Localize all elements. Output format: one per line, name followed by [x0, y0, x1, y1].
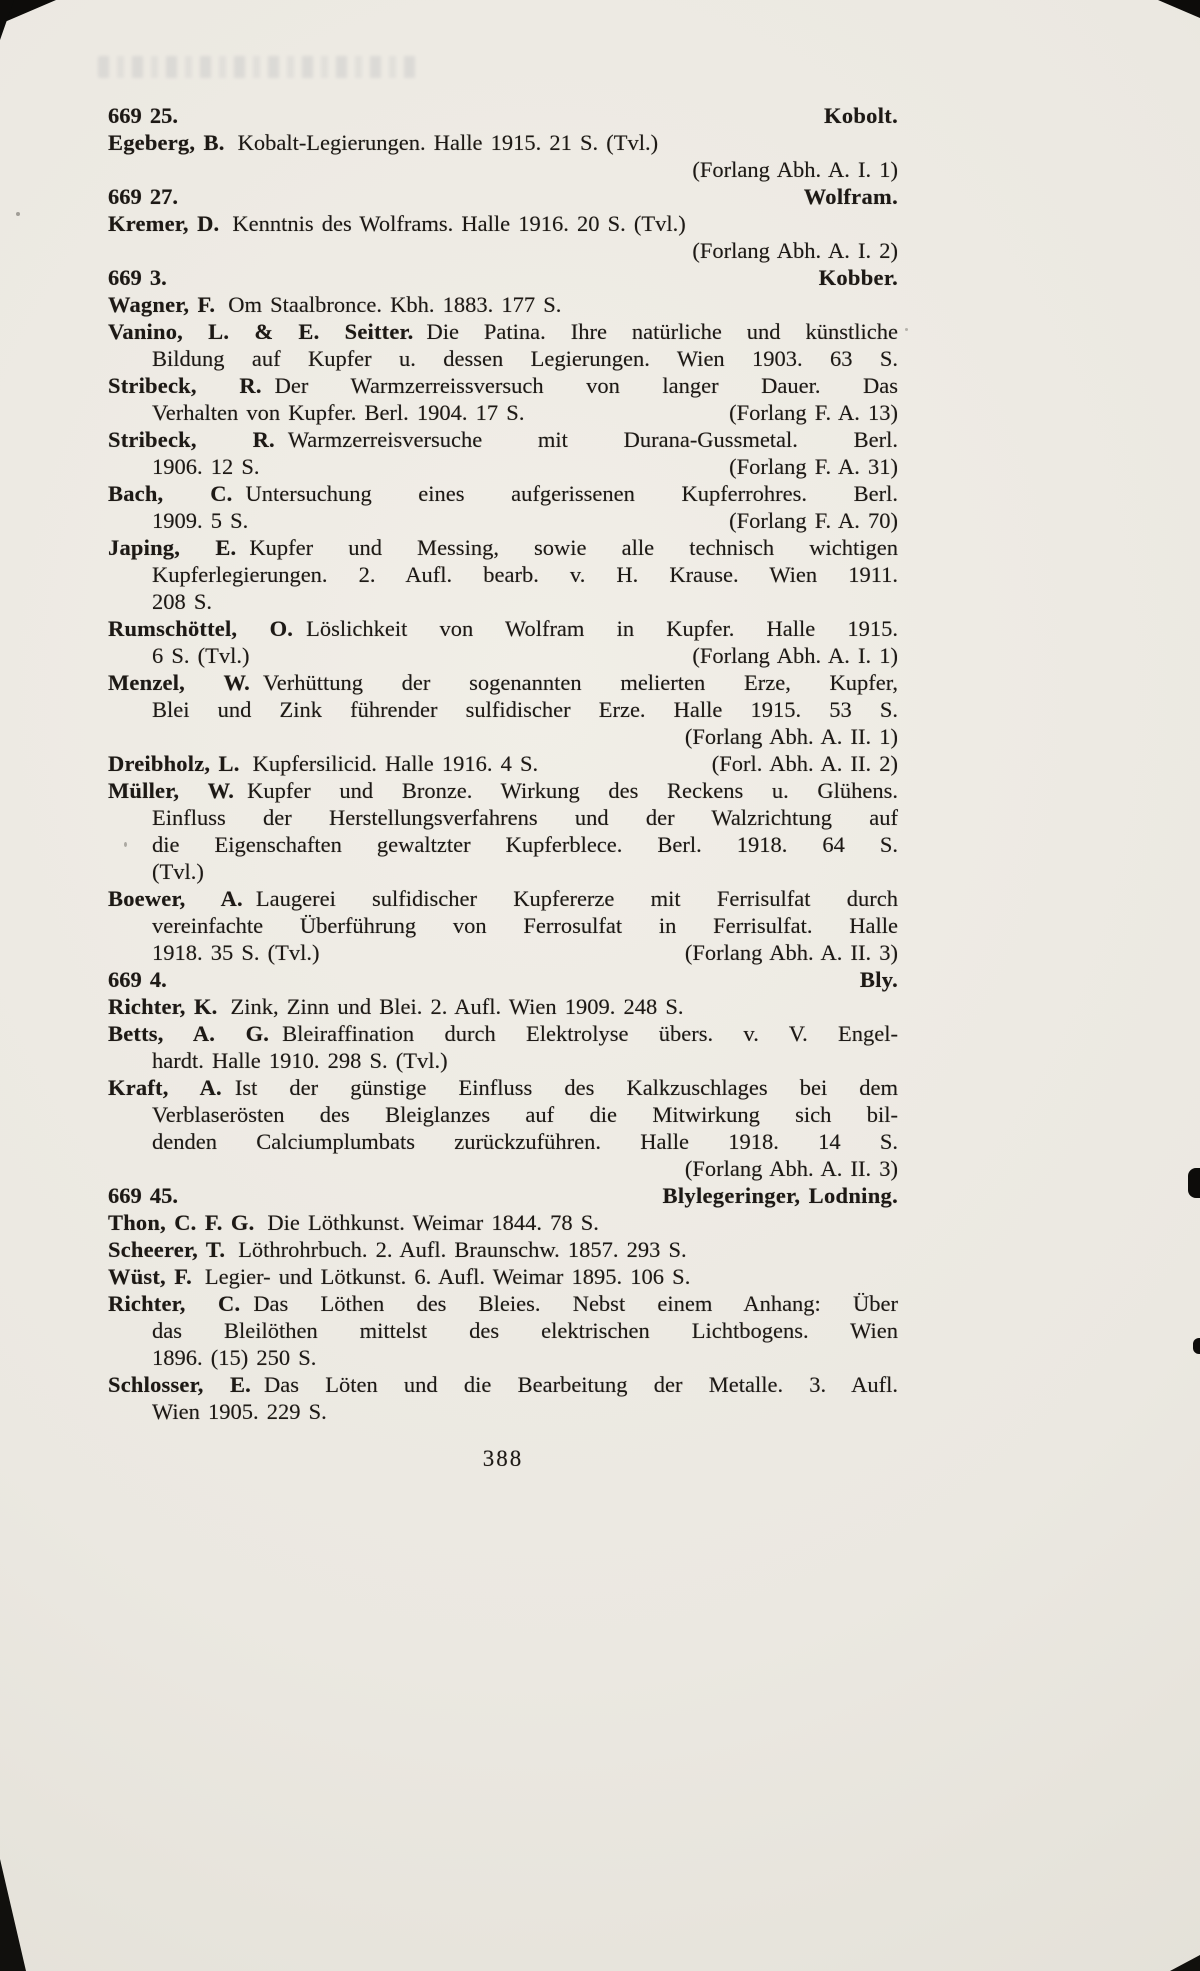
section-header	[108, 966, 898, 993]
bibliography-line	[108, 1155, 898, 1182]
scan-mark-right-edge	[1188, 1168, 1200, 1198]
entry-text: Kupfer und Bronze. Wirkung des Reckens u. Glühens.	[247, 778, 898, 803]
author-name: Wüst, F.	[108, 1264, 192, 1289]
line-text	[108, 481, 898, 506]
ink-speck	[16, 212, 20, 216]
section-code: 669 4.	[108, 967, 167, 992]
section-code: 669 25.	[108, 103, 178, 128]
entry-text: vereinfachte Überführung von Ferrosulfat in Ferrisulfat. Halle	[152, 913, 898, 938]
entry-text: Der Warmzerreissversuch von langer Dauer. Das	[274, 373, 898, 398]
reference-note: (Forlang Abh. A. I. 1)	[692, 157, 898, 182]
line-text	[108, 616, 898, 641]
bibliography-line	[108, 372, 898, 399]
line-text	[152, 1399, 327, 1424]
section-title: Kobolt.	[824, 103, 898, 128]
line-text	[152, 507, 248, 534]
line-text	[108, 373, 898, 398]
bibliography-line	[108, 507, 898, 534]
bibliography-line	[108, 1290, 898, 1317]
line-text	[152, 859, 204, 884]
bibliography-line	[108, 1344, 898, 1371]
entry-text: Das Löten und die Bearbeitung der Metalle. 3. Aufl.	[264, 1372, 898, 1397]
bibliography-line	[108, 291, 898, 318]
line-text	[152, 1318, 898, 1343]
line-text	[152, 453, 260, 480]
bibliography-lines	[108, 102, 898, 1425]
page-number: 388	[482, 1446, 524, 1471]
section-header	[108, 183, 898, 210]
section-header	[108, 1182, 898, 1209]
line-text	[152, 346, 898, 371]
bibliography-line	[108, 588, 898, 615]
entry-text: Das Löthen des Bleies. Nebst einem Anhang: Über	[253, 1291, 898, 1316]
entry-text: Zink, Zinn und Blei. 2. Aufl. Wien 1909. 248 S.	[230, 994, 684, 1019]
bibliography-line	[108, 399, 898, 426]
entry-text: Die Löthkunst. Weimar 1844. 78 S.	[267, 1210, 599, 1235]
section-header	[108, 102, 898, 129]
bibliography-line	[108, 237, 898, 264]
bibliography-line	[108, 345, 898, 372]
line-text	[108, 292, 561, 317]
entry-text: 1896. (15) 250 S.	[152, 1345, 317, 1370]
author-name: Richter, K.	[108, 994, 218, 1019]
section-code: 669 3.	[108, 265, 167, 290]
author-name: Egeberg, B.	[108, 130, 225, 155]
bibliography-line	[108, 1101, 898, 1128]
entry-text: Einfluss der Herstellungsverfahrens und der Walzrichtung auf	[152, 805, 898, 830]
entry-text: Bildung auf Kupfer u. dessen Legierungen. Wien 1903. 63 S.	[152, 346, 898, 371]
bibliography-line	[108, 858, 898, 885]
entry-text: Laugerei sulfidischer Kupfererze mit Ferrisulfat durch	[255, 886, 898, 911]
line-text	[108, 211, 686, 236]
line-text	[152, 562, 898, 587]
section-code: 669 45.	[108, 1183, 178, 1208]
section-header	[108, 264, 898, 291]
entry-text: Kupfer und Messing, sowie alle technisch wichtigen	[249, 535, 898, 560]
line-text	[152, 913, 898, 938]
section-title: Wolfram.	[803, 184, 898, 209]
author-name: Scheerer, T.	[108, 1237, 226, 1262]
entry-text: (Tvl.)	[152, 859, 204, 884]
bibliography-line	[108, 480, 898, 507]
bibliography-line	[108, 804, 898, 831]
bibliography-line	[108, 1317, 898, 1344]
entry-text: Löthrohrbuch. 2. Aufl. Braunschw. 1857. 293 S.	[238, 1237, 687, 1262]
scan-corner-bottom-right-icon	[1170, 1955, 1200, 1971]
line-text	[152, 1345, 316, 1370]
line-text	[108, 1372, 898, 1397]
bibliography-line	[108, 912, 898, 939]
line-text	[108, 1237, 687, 1262]
line-text	[108, 750, 538, 777]
reference-note: (Forlang Abh. A. I. 1)	[692, 643, 898, 668]
author-name: Thon, C. F. G.	[108, 1210, 255, 1235]
entry-text: Löslichkeit von Wolfram in Kupfer. Halle 1915.	[306, 616, 898, 641]
bibliography-line	[108, 885, 898, 912]
entry-text: Die Patina. Ihre natürliche und künstliche	[426, 319, 898, 344]
line-text	[152, 1102, 898, 1127]
bibliography-line	[108, 993, 898, 1020]
bibliography-line	[108, 1398, 898, 1425]
entry-text: Kobalt-Legierungen. Halle 1915. 21 S. (Tvl.)	[237, 130, 659, 155]
author-name: Richter, C.	[108, 1291, 241, 1316]
line-text	[152, 805, 898, 830]
author-name: Japing, E.	[108, 535, 237, 560]
entry-text: 1906. 12 S.	[152, 454, 260, 479]
entry-text: Om Staalbronce. Kbh. 1883. 177 S.	[228, 292, 562, 317]
reference-note: (Forlang Abh. A. I. 2)	[692, 238, 898, 263]
reference-note: (Forlang F. A. 70)	[729, 508, 898, 533]
entry-text: Warmzerreisversuche mit Durana-Gussmetal. Berl.	[287, 427, 898, 452]
line-text	[152, 939, 320, 966]
bibliography-line	[108, 426, 898, 453]
bibliography-line	[108, 831, 898, 858]
entry-text: Legier- und Lötkunst. 6. Aufl. Weimar 1895. 106 S.	[204, 1264, 691, 1289]
ink-speck	[905, 328, 908, 331]
entry-text: denden Calciumplumbats zurückzuführen. Halle 1918. 14 S.	[152, 1129, 898, 1154]
bibliography-line	[108, 1236, 898, 1263]
entry-text: 208 S.	[152, 589, 213, 614]
bibliography-line	[108, 1020, 898, 1047]
author-name: Kremer, D.	[108, 211, 220, 236]
entry-text: das Bleilöthen mittelst des elektrischen Lichtbogens. Wien	[152, 1318, 898, 1343]
bibliography-line	[108, 750, 898, 777]
bibliography-line	[108, 1047, 898, 1074]
entry-text: hardt. Halle 1910. 298 S. (Tvl.)	[152, 1048, 448, 1073]
author-name: Vanino, L. & E. Seitter.	[108, 319, 414, 344]
scan-corner-bottom-left-icon	[0, 1859, 26, 1971]
entry-text: Blei und Zink führender sulfidischer Erze. Halle 1915. 53 S.	[152, 697, 898, 722]
scan-mark-right-edge-small	[1193, 1338, 1200, 1354]
line-text	[108, 1264, 690, 1289]
line-text	[152, 697, 898, 722]
reference-note: (Forlang Abh. A. II. 3)	[684, 940, 898, 965]
entry-text: Bleiraffination durch Elektrolyse übers. v. V. Engel-	[282, 1021, 898, 1046]
author-name: Müller, W.	[108, 778, 235, 803]
scan-corner-top-right-icon	[1158, 0, 1200, 18]
entry-text: Verblaserösten des Bleiglanzes auf die Mitwirkung sich bil-	[152, 1102, 898, 1127]
reference-note: (Forlang Abh. A. II. 1)	[684, 724, 898, 749]
entry-text: Kenntnis des Wolframs. Halle 1916. 20 S. (Tvl.)	[232, 211, 686, 236]
line-text	[108, 886, 898, 911]
bibliography-line	[108, 534, 898, 561]
line-text	[108, 319, 898, 344]
reference-note: (Forlang F. A. 31)	[729, 454, 898, 479]
line-text	[152, 642, 250, 669]
line-text	[108, 130, 658, 155]
line-text	[108, 1075, 898, 1100]
bibliography-line	[108, 696, 898, 723]
author-name: Wagner, F.	[108, 292, 216, 317]
entry-text: 6 S. (Tvl.)	[152, 643, 250, 668]
section-title: Bly.	[859, 967, 898, 992]
line-text	[152, 1129, 898, 1154]
reference-note: (Forlang Abh. A. II. 3)	[684, 1156, 898, 1181]
author-name: Betts, A. G.	[108, 1021, 270, 1046]
line-text	[108, 994, 684, 1019]
entry-text: Untersuchung eines aufgerissenen Kupferrohres. Berl.	[245, 481, 898, 506]
line-text	[108, 535, 898, 560]
author-name: Stribeck, R.	[108, 373, 262, 398]
entry-text: Kupferlegierungen. 2. Aufl. bearb. v. H. Krause. Wien 1911.	[152, 562, 898, 587]
author-name: Schlosser, E.	[108, 1372, 252, 1397]
bibliography-page	[108, 102, 898, 1472]
entry-text: Verhüttung der sogenannten melierten Erze, Kupfer,	[262, 670, 898, 695]
author-name: Kraft, A.	[108, 1075, 222, 1100]
bibliography-line	[108, 669, 898, 696]
line-text	[108, 1291, 898, 1316]
entry-text: Wien 1905. 229 S.	[152, 1399, 327, 1424]
bibliography-line	[108, 1263, 898, 1290]
reference-note: (Forlang F. A. 13)	[729, 400, 898, 425]
entry-text: 1909. 5 S.	[152, 508, 249, 533]
bibliography-line	[108, 615, 898, 642]
bibliography-line	[108, 453, 898, 480]
author-name: Bach, C.	[108, 481, 233, 506]
author-name: Menzel, W.	[108, 670, 250, 695]
line-text	[152, 1048, 448, 1073]
bibliography-line	[108, 129, 898, 156]
bibliography-line	[108, 777, 898, 804]
bibliography-line	[108, 642, 898, 669]
author-name: Rumschöttel, O.	[108, 616, 294, 641]
bibliography-line	[108, 318, 898, 345]
entry-text: 1918. 35 S. (Tvl.)	[152, 940, 320, 965]
bibliography-line	[108, 1209, 898, 1236]
author-name: Boewer, A.	[108, 886, 243, 911]
line-text	[108, 427, 898, 452]
reference-note: (Forl. Abh. A. II. 2)	[711, 751, 898, 776]
faded-stamp-smudge	[98, 56, 416, 78]
bibliography-line	[108, 210, 898, 237]
line-text	[108, 1021, 898, 1046]
line-text	[108, 670, 898, 695]
entry-text: die Eigenschaften gewaltzter Kupferblece. Berl. 1918. 64 S.	[152, 832, 898, 857]
section-title: Blylegeringer, Lodning.	[662, 1183, 898, 1208]
entry-text: Kupfersilicid. Halle 1916. 4 S.	[252, 751, 539, 776]
bibliography-line	[108, 723, 898, 750]
section-title: Kobber.	[818, 265, 898, 290]
line-text	[108, 1210, 599, 1235]
bibliography-line	[108, 561, 898, 588]
bibliography-line	[108, 1371, 898, 1398]
bibliography-line	[108, 1128, 898, 1155]
line-text	[152, 832, 898, 857]
bibliography-line	[108, 1074, 898, 1101]
line-text	[152, 399, 524, 426]
bibliography-line	[108, 156, 898, 183]
bibliography-line	[108, 939, 898, 966]
section-code: 669 27.	[108, 184, 178, 209]
line-text	[108, 778, 898, 803]
line-text	[152, 589, 212, 614]
entry-text: Ist der günstige Einfluss des Kalkzuschlages bei dem	[234, 1075, 899, 1100]
author-name: Dreibholz, L.	[108, 751, 240, 776]
author-name: Stribeck, R.	[108, 427, 275, 452]
entry-text: Verhalten von Kupfer. Berl. 1904. 17 S.	[152, 400, 525, 425]
